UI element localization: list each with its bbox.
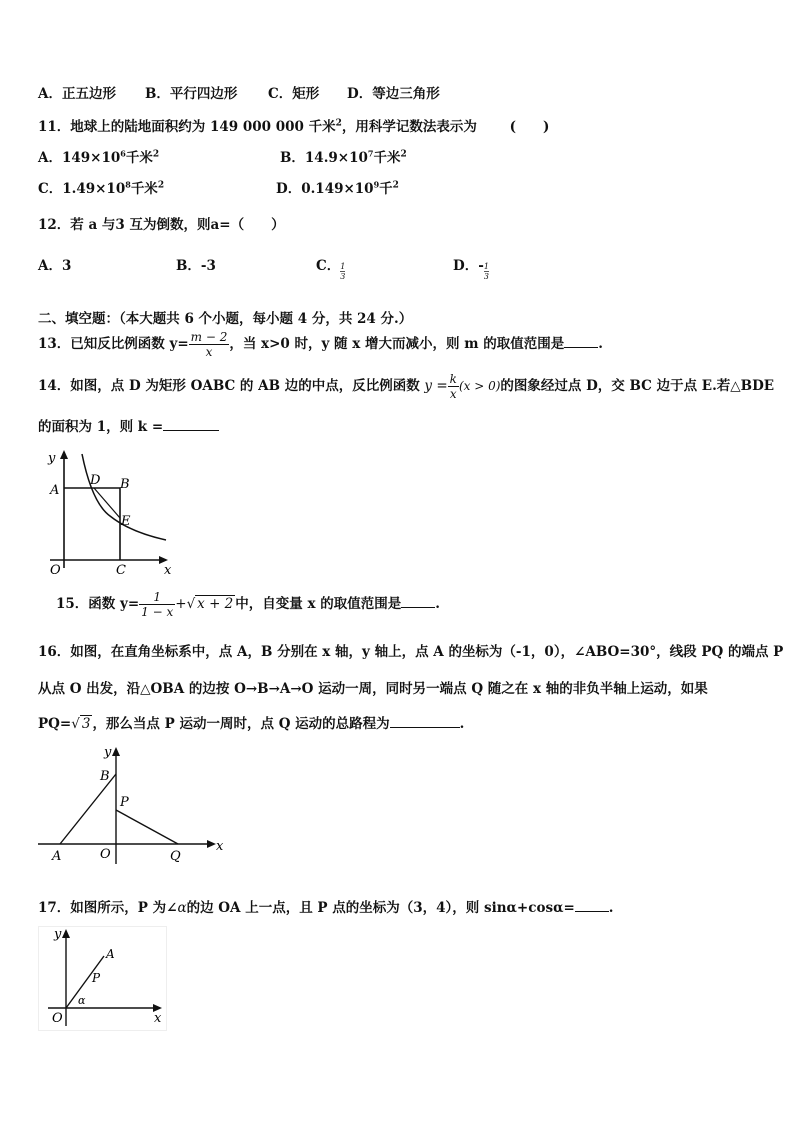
q14-figure — [38, 448, 178, 578]
q11-stem: 11．地球上的陆地面积约为 149 000 000 千米$^2$，用科学记数法表示为 ( ) — [38, 118, 550, 135]
q16-label-b: B — [100, 769, 110, 784]
q16-label-a: A — [52, 849, 62, 864]
section-2-heading: 二、填空题：（本大题共 6 个小题，每小题 4 分，共 24 分.） — [38, 311, 413, 327]
q16-sqrt: √ 3 — [71, 716, 91, 732]
q16-figure — [38, 744, 238, 868]
q16-label-o: O — [100, 847, 111, 862]
q16-label-x: x — [216, 839, 224, 854]
q12-option-a: A．3 — [38, 258, 72, 274]
q16-label-y: y — [104, 745, 112, 760]
q14-answer-blank[interactable] — [163, 418, 219, 431]
q12-option-d: D．- $\frac{1}{3}$ — [453, 258, 489, 281]
q16-stem-line2: 从点 O 出发，沿△OBA 的边按 O→B→A→O 运动一周，同时另一端点 Q 随之在 x 轴的非负半轴上运动，如果 — [38, 681, 708, 697]
q14-label-a: A — [50, 483, 60, 498]
q16-label-q: Q — [170, 849, 181, 864]
q17-label-a: A — [106, 947, 115, 961]
q16-y-axis-arrow — [112, 747, 120, 756]
q14-label-x: x — [164, 563, 172, 578]
q17-label-p: P — [92, 971, 101, 985]
q11-option-d: D．$0.149\times 10^9$千$^2$ — [276, 179, 399, 197]
q13-answer-blank[interactable] — [564, 335, 598, 348]
q17-label-o: O — [52, 1011, 63, 1026]
q12-stem: 12．若 a 与3 互为倒数，则a=（ ） — [38, 217, 285, 233]
q16-segment-ab — [60, 774, 116, 844]
q16-segment-pq — [116, 810, 178, 844]
q12-option-b: B．-3 — [176, 258, 216, 274]
q10-option-d: D．等边三角形 — [347, 86, 440, 102]
q15-answer-blank[interactable] — [401, 595, 435, 608]
q16-stem-line3: PQ=√ 3 ，那么当点 P 运动一周时，点 Q 运动的总路程为 . — [38, 716, 465, 732]
q17-figure — [38, 926, 168, 1032]
q16-x-axis-arrow — [207, 840, 216, 848]
q10-option-c: C．矩形 — [268, 86, 320, 102]
q14-rectangle — [64, 488, 120, 560]
q17-answer-blank[interactable] — [575, 899, 609, 912]
q10-option-a: A．正五边形 — [38, 86, 116, 102]
q14-fraction: $\frac{k}{x}$ — [449, 372, 457, 401]
q12-d-fraction: $\frac{1}{3}$ — [483, 262, 489, 281]
q13-stem: 13．已知反比例函数 y= $\frac{m - 2}{x}$ ，当 x>0 时，y 随 x 增大而减小，则 m 的取值范围是 . — [38, 330, 603, 359]
q16-stem-line1: 16．如图，在直角坐标系中，点 A，B 分别在 x 轴，y 轴上，点 A 的坐标为（-1，0），∠ABO=30°，线段 PQ 的端点 P — [38, 644, 784, 660]
q17-stem: 17．如图所示，P 为∠α的边 OA 上一点，且 P 点的坐标为（3，4），则 sinα+cosα= . — [38, 900, 614, 916]
q14-label-y: y — [48, 451, 56, 466]
q11-option-c: C．$1.49\times 10^8$千米$^2$ — [38, 179, 165, 197]
q13-fraction: $\frac{m - 2}{x}$ — [190, 330, 228, 359]
q16-label-p: P — [120, 795, 129, 810]
q14-label-d: D — [90, 473, 101, 488]
q11-option-a: A．$149\times 10^6$千米$^2$ — [38, 148, 160, 166]
q15-sqrt: √ x + 2 — [186, 596, 234, 612]
q12-option-c: C． $\frac{1}{3}$ — [316, 258, 346, 281]
q12-c-fraction: $\frac{1}{3}$ — [340, 262, 346, 281]
q11-option-b: B．$14.9\times 10^7$千米$^2$ — [280, 148, 407, 166]
q10-option-b: B．平行四边形 — [145, 86, 238, 102]
q17-label-x: x — [154, 1011, 162, 1026]
q14-stem-line1: 14．如图，点 D 为矩形 OABC 的 AB 边的中点，反比例函数 y = $\frac{k}{x}$ (x > 0)的图象经过点 D，交 BC 边于点 E.若△BDE — [38, 372, 775, 401]
q15-stem: 15．函数 y= $\frac{1}{1 - x}$ +√ x + 2 中，自变量 x 的取值范围是 . — [56, 590, 440, 619]
q15-fraction: $\frac{1}{1 - x}$ — [141, 590, 174, 619]
q16-answer-blank[interactable] — [390, 715, 460, 728]
q17-label-alpha: α — [78, 994, 86, 1007]
q14-label-b: B — [120, 477, 130, 492]
q14-label-c: C — [116, 563, 126, 578]
q17-label-y: y — [54, 927, 62, 942]
q14-y-axis-arrow — [60, 450, 68, 459]
q14-stem-line2: 的面积为 1，则 k = — [38, 415, 219, 435]
q14-label-o: O — [50, 563, 61, 578]
q17-y-axis-arrow — [62, 929, 70, 938]
q14-label-e: E — [121, 514, 131, 529]
